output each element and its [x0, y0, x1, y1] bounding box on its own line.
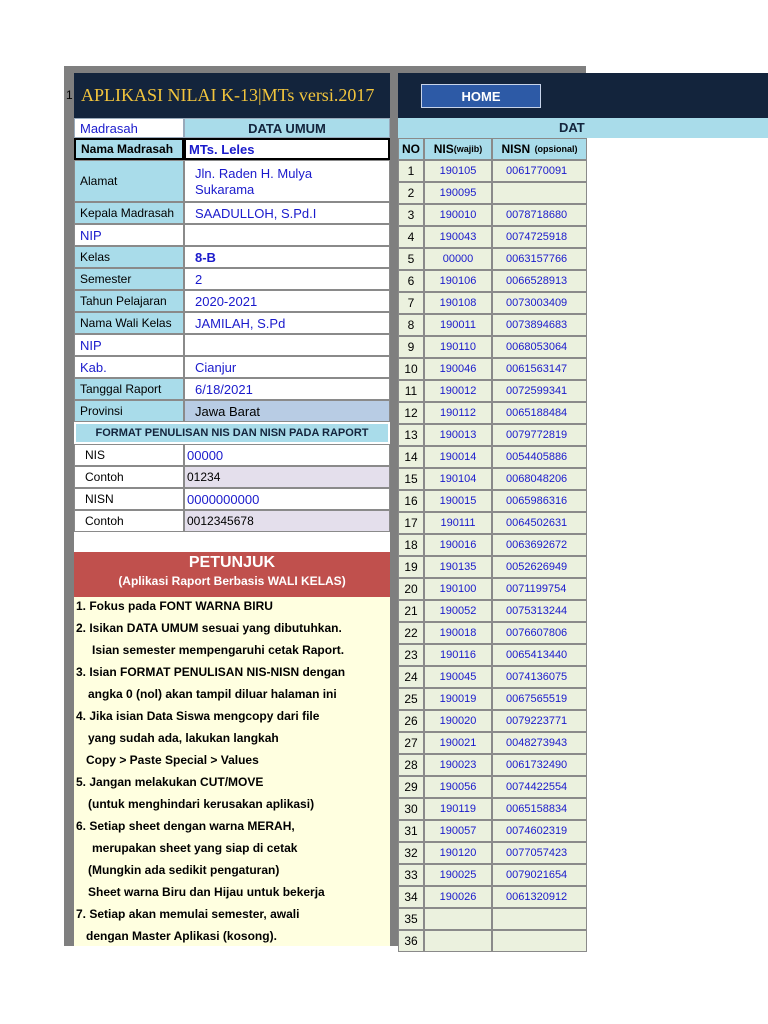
nisn-cell[interactable]: 0068053064 — [492, 336, 587, 358]
row-number-cell: 23 — [398, 644, 424, 666]
petunjuk-line-7: yang sudah ada, lakukan langkah — [88, 731, 279, 745]
petunjuk-line-4: 3. Isian FORMAT PENULISAN NIS-NISN dengan — [76, 665, 346, 679]
nis-cell[interactable]: 190043 — [424, 226, 492, 248]
petunjuk-line-2: 2. Isikan DATA UMUM sesuai yang dibutuhkan. — [76, 621, 342, 635]
format-nisn-input[interactable]: 0000000000 — [184, 488, 390, 510]
wali-kelas-input[interactable]: JAMILAH, S.Pd — [184, 312, 390, 334]
nisn-cell[interactable]: 0074422554 — [492, 776, 587, 798]
petunjuk-line-1: 1. Fokus pada FONT WARNA BIRU — [76, 599, 273, 613]
nisn-cell[interactable]: 0068048206 — [492, 468, 587, 490]
nis-cell[interactable]: 190104 — [424, 468, 492, 490]
format-nis-label: NIS — [74, 444, 184, 466]
nis-cell[interactable]: 190112 — [424, 402, 492, 424]
row-number-cell: 26 — [398, 710, 424, 732]
row-number-cell: 19 — [398, 556, 424, 578]
format-nis-example: 01234 — [184, 466, 390, 488]
nis-cell[interactable]: 190056 — [424, 776, 492, 798]
petunjuk-line-10: (untuk menghindari kerusakan aplikasi) — [88, 797, 315, 811]
nis-cell[interactable]: 190026 — [424, 886, 492, 908]
nis-cell[interactable]: 190013 — [424, 424, 492, 446]
row-number-cell: 6 — [398, 270, 424, 292]
row-number-cell: 25 — [398, 688, 424, 710]
nama-madrasah-label: Nama Madrasah — [74, 138, 184, 160]
nisn-cell[interactable]: 0074136075 — [492, 666, 587, 688]
nis-cell[interactable]: 190023 — [424, 754, 492, 776]
row-number-cell: 10 — [398, 358, 424, 380]
petunjuk-header — [74, 552, 390, 597]
petunjuk-line-5: angka 0 (nol) akan tampil diluar halaman ini — [88, 687, 337, 701]
nisn-cell[interactable]: 0065413440 — [492, 644, 587, 666]
nis-cell[interactable]: 190119 — [424, 798, 492, 820]
nisn-cell[interactable]: 0066528913 — [492, 270, 587, 292]
petunjuk-subtitle: (Aplikasi Raport Berbasis WALI KELAS) — [118, 574, 346, 588]
alamat-input[interactable] — [184, 160, 390, 202]
row-number-cell: 17 — [398, 512, 424, 534]
kelas-label: Kelas — [74, 246, 184, 268]
nisn-cell[interactable]: 0065986316 — [492, 490, 587, 512]
row-number-cell: 35 — [398, 908, 424, 930]
nisn-cell[interactable]: 0061320912 — [492, 886, 587, 908]
nis-cell[interactable]: 190100 — [424, 578, 492, 600]
col-header-no: NO — [398, 138, 424, 160]
nis-cell[interactable]: 190110 — [424, 336, 492, 358]
row-number-cell: 1 — [398, 160, 424, 182]
nip-kepala-input[interactable] — [184, 224, 390, 246]
nis-cell[interactable]: 190105 — [424, 160, 492, 182]
nisn-cell[interactable]: 0065188484 — [492, 402, 587, 424]
format-nisn-example-label: Contoh — [74, 510, 184, 532]
format-nisn-example: 0012345678 — [184, 510, 390, 532]
petunjuk-title: PETUNJUK — [188, 554, 276, 571]
col-header-nis-label: NIS — [433, 142, 454, 156]
nisn-cell[interactable]: 0063157766 — [492, 248, 587, 270]
nis-cell[interactable] — [424, 930, 492, 952]
app-title: APLIKASI NILAI K-13|MTs versi.2017 — [81, 85, 375, 105]
data-siswa-title-text: DAT — [559, 120, 585, 135]
row-number-cell: 7 — [398, 292, 424, 314]
petunjuk-line-12: merupakan sheet yang siap di cetak — [92, 841, 298, 855]
alamat-line-1: Jln. Raden H. Mulya — [195, 166, 313, 181]
row-number-cell: 18 — [398, 534, 424, 556]
nisn-cell[interactable]: 0073894683 — [492, 314, 587, 336]
nisn-cell[interactable]: 0079223771 — [492, 710, 587, 732]
row-number-cell: 29 — [398, 776, 424, 798]
row-number-cell: 5 — [398, 248, 424, 270]
format-title: FORMAT PENULISAN NIS DAN NISN PADA RAPORT — [74, 422, 390, 444]
nisn-cell[interactable]: 0079772819 — [492, 424, 587, 446]
row-number-cell: 28 — [398, 754, 424, 776]
row-number: 1 — [66, 88, 73, 102]
petunjuk-line-11: 6. Setiap sheet dengan warna MERAH, — [76, 819, 295, 833]
nip-kepala-label: NIP — [74, 224, 184, 246]
row-number-cell: 11 — [398, 380, 424, 402]
nip-wali-label: NIP — [74, 334, 184, 356]
nisn-cell[interactable]: 0078718680 — [492, 204, 587, 226]
nisn-cell[interactable]: 0052626949 — [492, 556, 587, 578]
nisn-cell[interactable]: 0076607806 — [492, 622, 587, 644]
nis-cell[interactable]: 190106 — [424, 270, 492, 292]
petunjuk-body — [74, 597, 390, 946]
row-number-cell: 16 — [398, 490, 424, 512]
nisn-cell[interactable]: 0075313244 — [492, 600, 587, 622]
nip-wali-input[interactable] — [184, 334, 390, 356]
tanggal-raport-input[interactable]: 6/18/2021 — [184, 378, 390, 400]
nis-cell[interactable]: 190045 — [424, 666, 492, 688]
petunjuk-line-3: Isian semester mempengaruhi cetak Raport. — [92, 643, 345, 657]
nis-cell[interactable]: 190052 — [424, 600, 492, 622]
nis-cell[interactable]: 190019 — [424, 688, 492, 710]
row-number-cell: 24 — [398, 666, 424, 688]
gray-gap-column — [390, 66, 398, 946]
nis-cell[interactable]: 190095 — [424, 182, 492, 204]
nisn-cell[interactable]: 0065158834 — [492, 798, 587, 820]
nisn-cell[interactable]: 0074725918 — [492, 226, 587, 248]
nis-cell[interactable]: 190111 — [424, 512, 492, 534]
nisn-cell[interactable]: 0061770091 — [492, 160, 587, 182]
row-number-cell: 22 — [398, 622, 424, 644]
tahun-pelajaran-label: Tahun Pelajaran — [74, 290, 184, 312]
petunjuk-line-15: 7. Setiap akan memulai semester, awali — [76, 907, 300, 921]
col-header-nis-note: (wajib) — [453, 144, 483, 154]
semester-input[interactable]: 2 — [184, 268, 390, 290]
nisn-cell[interactable]: 0072599341 — [492, 380, 587, 402]
nis-cell[interactable]: 190018 — [424, 622, 492, 644]
petunjuk-line-8: Copy > Paste Special > Values — [86, 753, 259, 767]
row-number-cell: 8 — [398, 314, 424, 336]
provinsi-label: Provinsi — [74, 400, 184, 422]
nis-cell[interactable]: 190012 — [424, 380, 492, 402]
home-button[interactable]: HOME — [421, 84, 541, 108]
nis-cell[interactable]: 190108 — [424, 292, 492, 314]
nis-cell[interactable]: 190025 — [424, 864, 492, 886]
row-number-cell: 33 — [398, 864, 424, 886]
col-header-nis — [424, 138, 492, 160]
row-number-cell: 2 — [398, 182, 424, 204]
row-number-cell: 9 — [398, 336, 424, 358]
kelas-input[interactable]: 8-B — [184, 246, 390, 268]
row-number-cell: 15 — [398, 468, 424, 490]
nisn-cell[interactable]: 0071199754 — [492, 578, 587, 600]
nis-cell[interactable]: 190135 — [424, 556, 492, 578]
nis-cell[interactable]: 190011 — [424, 314, 492, 336]
nisn-cell[interactable]: 0063692672 — [492, 534, 587, 556]
nisn-cell[interactable]: 0074602319 — [492, 820, 587, 842]
nisn-cell[interactable]: 0061563147 — [492, 358, 587, 380]
wali-kelas-label: Nama Wali Kelas — [74, 312, 184, 334]
row-number-cell: 34 — [398, 886, 424, 908]
nis-cell[interactable]: 190120 — [424, 842, 492, 864]
nis-cell[interactable]: 190046 — [424, 358, 492, 380]
row-number-cell: 27 — [398, 732, 424, 754]
petunjuk-line-9: 5. Jangan melakukan CUT/MOVE — [76, 775, 264, 789]
col-header-nisn-note: (opsional) — [534, 144, 578, 154]
row-number-cell: 4 — [398, 226, 424, 248]
petunjuk-line-6: 4. Jika isian Data Siswa mengcopy dari file — [76, 709, 320, 723]
semester-label: Semester — [74, 268, 184, 290]
petunjuk-line-16: dengan Master Aplikasi (kosong). — [86, 929, 277, 943]
nis-cell[interactable]: 190021 — [424, 732, 492, 754]
nisn-cell[interactable] — [492, 930, 587, 952]
nama-madrasah-input[interactable]: MTs. Leles — [184, 138, 390, 160]
row-number-cell: 20 — [398, 578, 424, 600]
petunjuk-line-13: (Mungkin ada sedikit pengaturan) — [88, 863, 280, 877]
provinsi-input[interactable]: Jawa Barat — [184, 400, 390, 422]
nisn-cell[interactable]: 0079021654 — [492, 864, 587, 886]
nisn-cell[interactable]: 0064502631 — [492, 512, 587, 534]
row-number-cell: 30 — [398, 798, 424, 820]
tahun-pelajaran-input[interactable]: 2020-2021 — [184, 290, 390, 312]
nis-cell[interactable]: 190020 — [424, 710, 492, 732]
nisn-cell[interactable] — [492, 182, 587, 204]
kab-input[interactable]: Cianjur — [184, 356, 390, 378]
nis-cell[interactable]: 00000 — [424, 248, 492, 270]
tanggal-raport-label: Tanggal Raport — [74, 378, 184, 400]
nis-cell[interactable]: 190010 — [424, 204, 492, 226]
row-number-cell: 3 — [398, 204, 424, 226]
col-header-nisn-label: NISN — [501, 142, 531, 156]
nis-cell[interactable] — [424, 908, 492, 930]
nis-cell[interactable]: 190016 — [424, 534, 492, 556]
petunjuk-line-14: Sheet warna Biru dan Hijau untuk bekerja — [88, 885, 325, 899]
nis-cell[interactable]: 190057 — [424, 820, 492, 842]
madrasah-label: Madrasah — [74, 118, 184, 138]
nisn-cell[interactable]: 0067565519 — [492, 688, 587, 710]
row-number-cell: 14 — [398, 446, 424, 468]
row-number-cell: 13 — [398, 424, 424, 446]
kepala-madrasah-input[interactable]: SAADULLOH, S.Pd.I — [184, 202, 390, 224]
nis-cell[interactable]: 190014 — [424, 446, 492, 468]
nis-cell[interactable]: 190015 — [424, 490, 492, 512]
nisn-cell[interactable]: 0077057423 — [492, 842, 587, 864]
gray-frame-left — [64, 66, 74, 946]
col-header-nisn — [492, 138, 587, 160]
alamat-line-2: Sukarama — [195, 182, 255, 197]
nisn-cell[interactable]: 0061732490 — [492, 754, 587, 776]
kab-label: Kab. — [74, 356, 184, 378]
format-nis-input[interactable]: 00000 — [184, 444, 390, 466]
nisn-cell[interactable]: 0054405886 — [492, 446, 587, 468]
format-nisn-label: NISN — [74, 488, 184, 510]
row-number-cell: 31 — [398, 820, 424, 842]
alamat-label: Alamat — [74, 160, 184, 202]
format-nis-example-label: Contoh — [74, 466, 184, 488]
kepala-madrasah-label: Kepala Madrasah — [74, 202, 184, 224]
nisn-cell[interactable] — [492, 908, 587, 930]
nisn-cell[interactable]: 0048273943 — [492, 732, 587, 754]
row-number-cell: 36 — [398, 930, 424, 952]
data-umum-title: DATA UMUM — [184, 118, 390, 138]
row-number-cell: 32 — [398, 842, 424, 864]
nis-cell[interactable]: 190116 — [424, 644, 492, 666]
row-number-cell: 12 — [398, 402, 424, 424]
nisn-cell[interactable]: 0073003409 — [492, 292, 587, 314]
row-number-cell: 21 — [398, 600, 424, 622]
